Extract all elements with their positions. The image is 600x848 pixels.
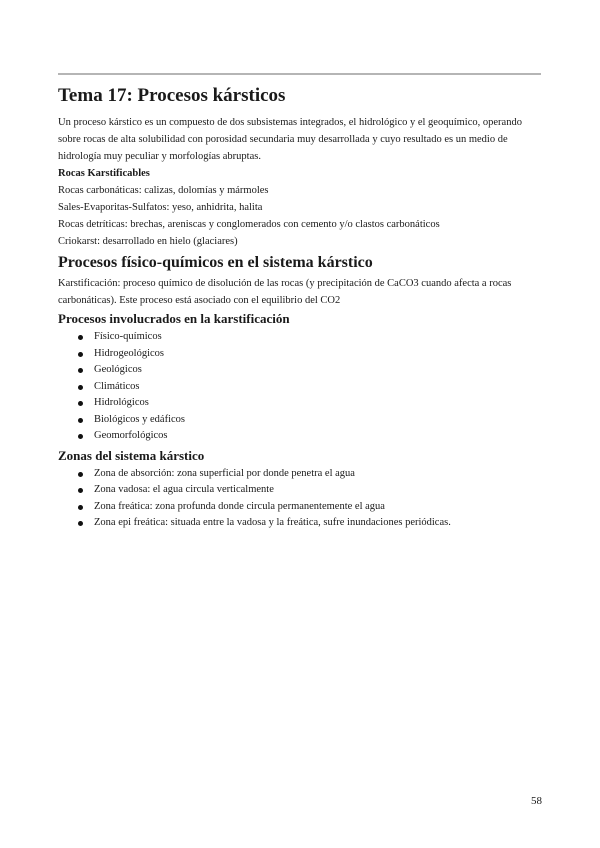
list-item xyxy=(58,466,542,483)
list-item xyxy=(58,515,542,532)
involucrados-list xyxy=(58,329,542,445)
list-item-text: Climáticos xyxy=(94,380,140,392)
section-heading-involucrados: Procesos involucrados en la karstificación xyxy=(58,311,290,326)
list-item xyxy=(58,329,542,346)
rocas-line: Rocas carbonáticas: calizas, dolomías y mármoles xyxy=(58,185,269,196)
list-item xyxy=(58,379,542,396)
list-item-text: Zona vadosa: el agua circula verticalmente xyxy=(94,484,274,495)
list-item-text: Zona epi freática: situada entre la vadosa y la freática, sufre inundaciones periódicas. xyxy=(94,517,451,528)
list-item xyxy=(58,395,542,412)
list-item-text: Biológicos y edáficos xyxy=(94,413,185,425)
list-item xyxy=(58,412,542,429)
list-item-text: Físico-químicos xyxy=(94,331,162,342)
bullet-icon xyxy=(78,335,83,340)
bullet-icon xyxy=(78,352,83,357)
list-item xyxy=(58,346,542,363)
bullet-icon xyxy=(78,418,83,423)
rocas-line: Criokarst: desarrollado en hielo (glaciares) xyxy=(58,236,238,247)
karstificacion-paragraph: Karstificación: proceso químico de disolución de las rocas (y precipitación de CaCO3 cuando afecta a rocas carbonáticas). Este proceso está asociado con el equilibrio del CO2 xyxy=(58,278,512,306)
page-title: Tema 17: Procesos kársticos xyxy=(58,85,286,106)
rocas-heading: Rocas Karstificables xyxy=(58,168,150,179)
bullet-icon xyxy=(78,488,83,493)
bullet-icon xyxy=(78,472,83,477)
list-item xyxy=(58,428,542,445)
header-rule xyxy=(58,73,541,75)
list-item xyxy=(58,362,542,379)
list-item xyxy=(58,499,542,516)
page-content xyxy=(58,84,542,534)
zonas-list xyxy=(58,466,542,532)
list-item-text: Hidrogeológicos xyxy=(94,347,164,359)
list-item xyxy=(58,482,542,499)
list-item-text: Zona freática: zona profunda donde circula permanentemente el agua xyxy=(94,500,385,512)
page-number: 58 xyxy=(531,795,542,807)
bullet-icon xyxy=(78,505,83,510)
bullet-icon xyxy=(78,434,83,439)
bullet-icon xyxy=(78,521,83,526)
bullet-icon xyxy=(78,368,83,373)
rocas-line: Sales-Evaporitas-Sulfatos: yeso, anhidrita, halita xyxy=(58,202,263,213)
bullet-icon xyxy=(78,385,83,390)
list-item-text: Geomorfológicos xyxy=(94,430,168,441)
section-heading-zonas: Zonas del sistema kárstico xyxy=(58,447,205,463)
list-item-text: Hidrológicos xyxy=(94,397,149,408)
rocas-line: Rocas detríticas: brechas, areniscas y conglomerados con cemento y/o clastos carbonáticos xyxy=(58,219,440,230)
bullet-icon xyxy=(78,401,83,406)
list-item-text: Geológicos xyxy=(94,364,142,375)
section-heading-procesos: Procesos físico-químicos en el sistema kárstico xyxy=(58,254,373,271)
intro-paragraph: Un proceso kárstico es un compuesto de dos subsistemas integrados, el hidrológico y el geoquímico, operando sobre rocas de alta solubilidad con porosidad secundaria muy desarrollada y cuyo resultado es un medio de hidrología muy peculiar y morfologías abruptas. xyxy=(58,117,522,162)
list-item-text: Zona de absorción: zona superficial por donde penetra el agua xyxy=(94,467,355,479)
